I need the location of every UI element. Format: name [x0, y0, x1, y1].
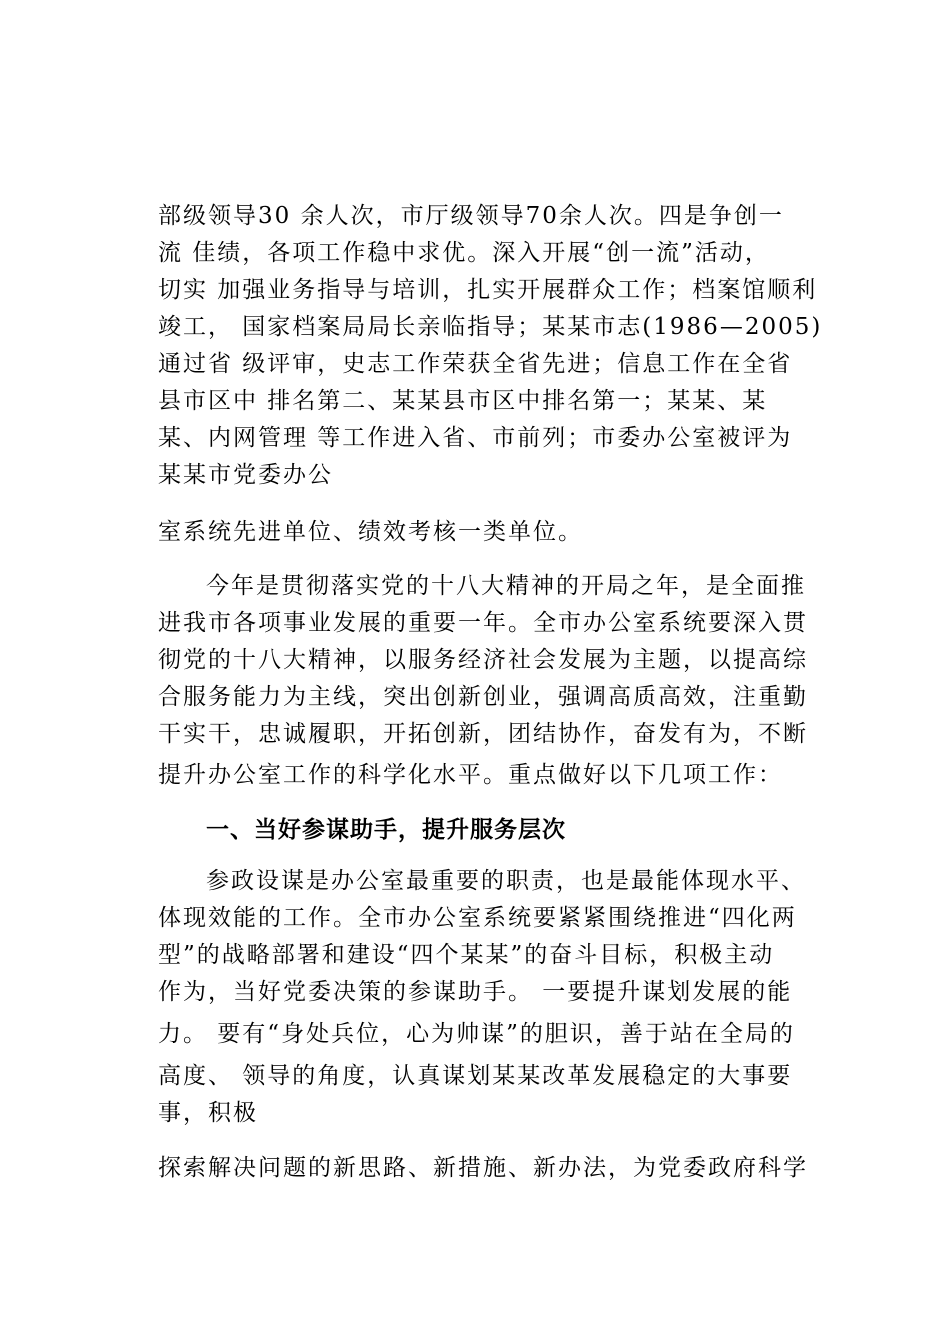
paragraph-line: 力。 要有“身处兵位，心为帅谋”的胆识，善于站在全局的 — [158, 1021, 795, 1047]
paragraph-line: 合服务能力为主线，突出创新创业，强调高质高效，注重勤 — [158, 684, 808, 710]
paragraph-line: 切实 加强业务指导与培训，扎实开展群众工作；档案馆顺利 — [158, 277, 818, 303]
paragraph-line: 提升办公室工作的科学化水平。重点做好以下几项工作： — [158, 762, 783, 788]
paragraph-line: 某、内网管理 等工作进入省、市前列；市委办公室被评为 — [158, 425, 793, 451]
section-heading: 一、当好参谋助手，提升服务层次 — [206, 817, 566, 843]
paragraph-line: 进我市各项事业发展的重要一年。全市办公室系统要深入贯 — [158, 610, 808, 636]
paragraph-line: 流 佳绩，各项工作稳中求优。深入开展“创一流”活动， — [158, 240, 770, 266]
paragraph-line: 彻党的十八大精神，以服务经济社会发展为主题，以提高综 — [158, 647, 808, 673]
paragraph-line: 型”的战略部署和建设“四个某某”的奋斗目标，积极主动 — [158, 942, 775, 968]
paragraph-line: 高度、 领导的角度，认真谋划某某改革发展稳定的大事要 — [158, 1063, 793, 1089]
paragraph-line: 探索解决问题的新思路、新措施、新办法，为党委政府科学 — [158, 1155, 808, 1181]
paragraph-first-line: 今年是贯彻落实党的十八大精神的开局之年，是全面推 — [206, 573, 806, 599]
paragraph-line: 县市区中 排名第二、某某县市区中排名第一；某某、某 — [158, 388, 768, 414]
paragraph-line: 作为，当好党委决策的参谋助手。 一要提升谋划发展的能 — [158, 979, 793, 1005]
paragraph-line: 干实干，忠诚履职，开拓创新，团结协作，奋发有为，不断 — [158, 721, 808, 747]
paragraph-first-line: 参政设谋是办公室最重要的职责，也是最能体现水平、 — [206, 868, 806, 894]
paragraph-line: 事，积极 — [158, 1100, 258, 1126]
paragraph-line: 通过省 级评审，史志工作荣获全省先进；信息工作在全省 — [158, 351, 793, 377]
paragraph-line: 部级领导30 余人次，市厅级领导70余人次。四是争创一 — [158, 203, 784, 229]
paragraph-line: 竣工， 国家档案局局长亲临指导；某某市志(1986—2005) — [158, 314, 823, 340]
paragraph-line: 某某市党委办公 — [158, 462, 333, 488]
paragraph-line: 室系统先进单位、绩效考核一类单位。 — [158, 519, 583, 545]
paragraph-line: 体现效能的工作。全市办公室系统要紧紧围绕推进“四化两 — [158, 905, 797, 931]
